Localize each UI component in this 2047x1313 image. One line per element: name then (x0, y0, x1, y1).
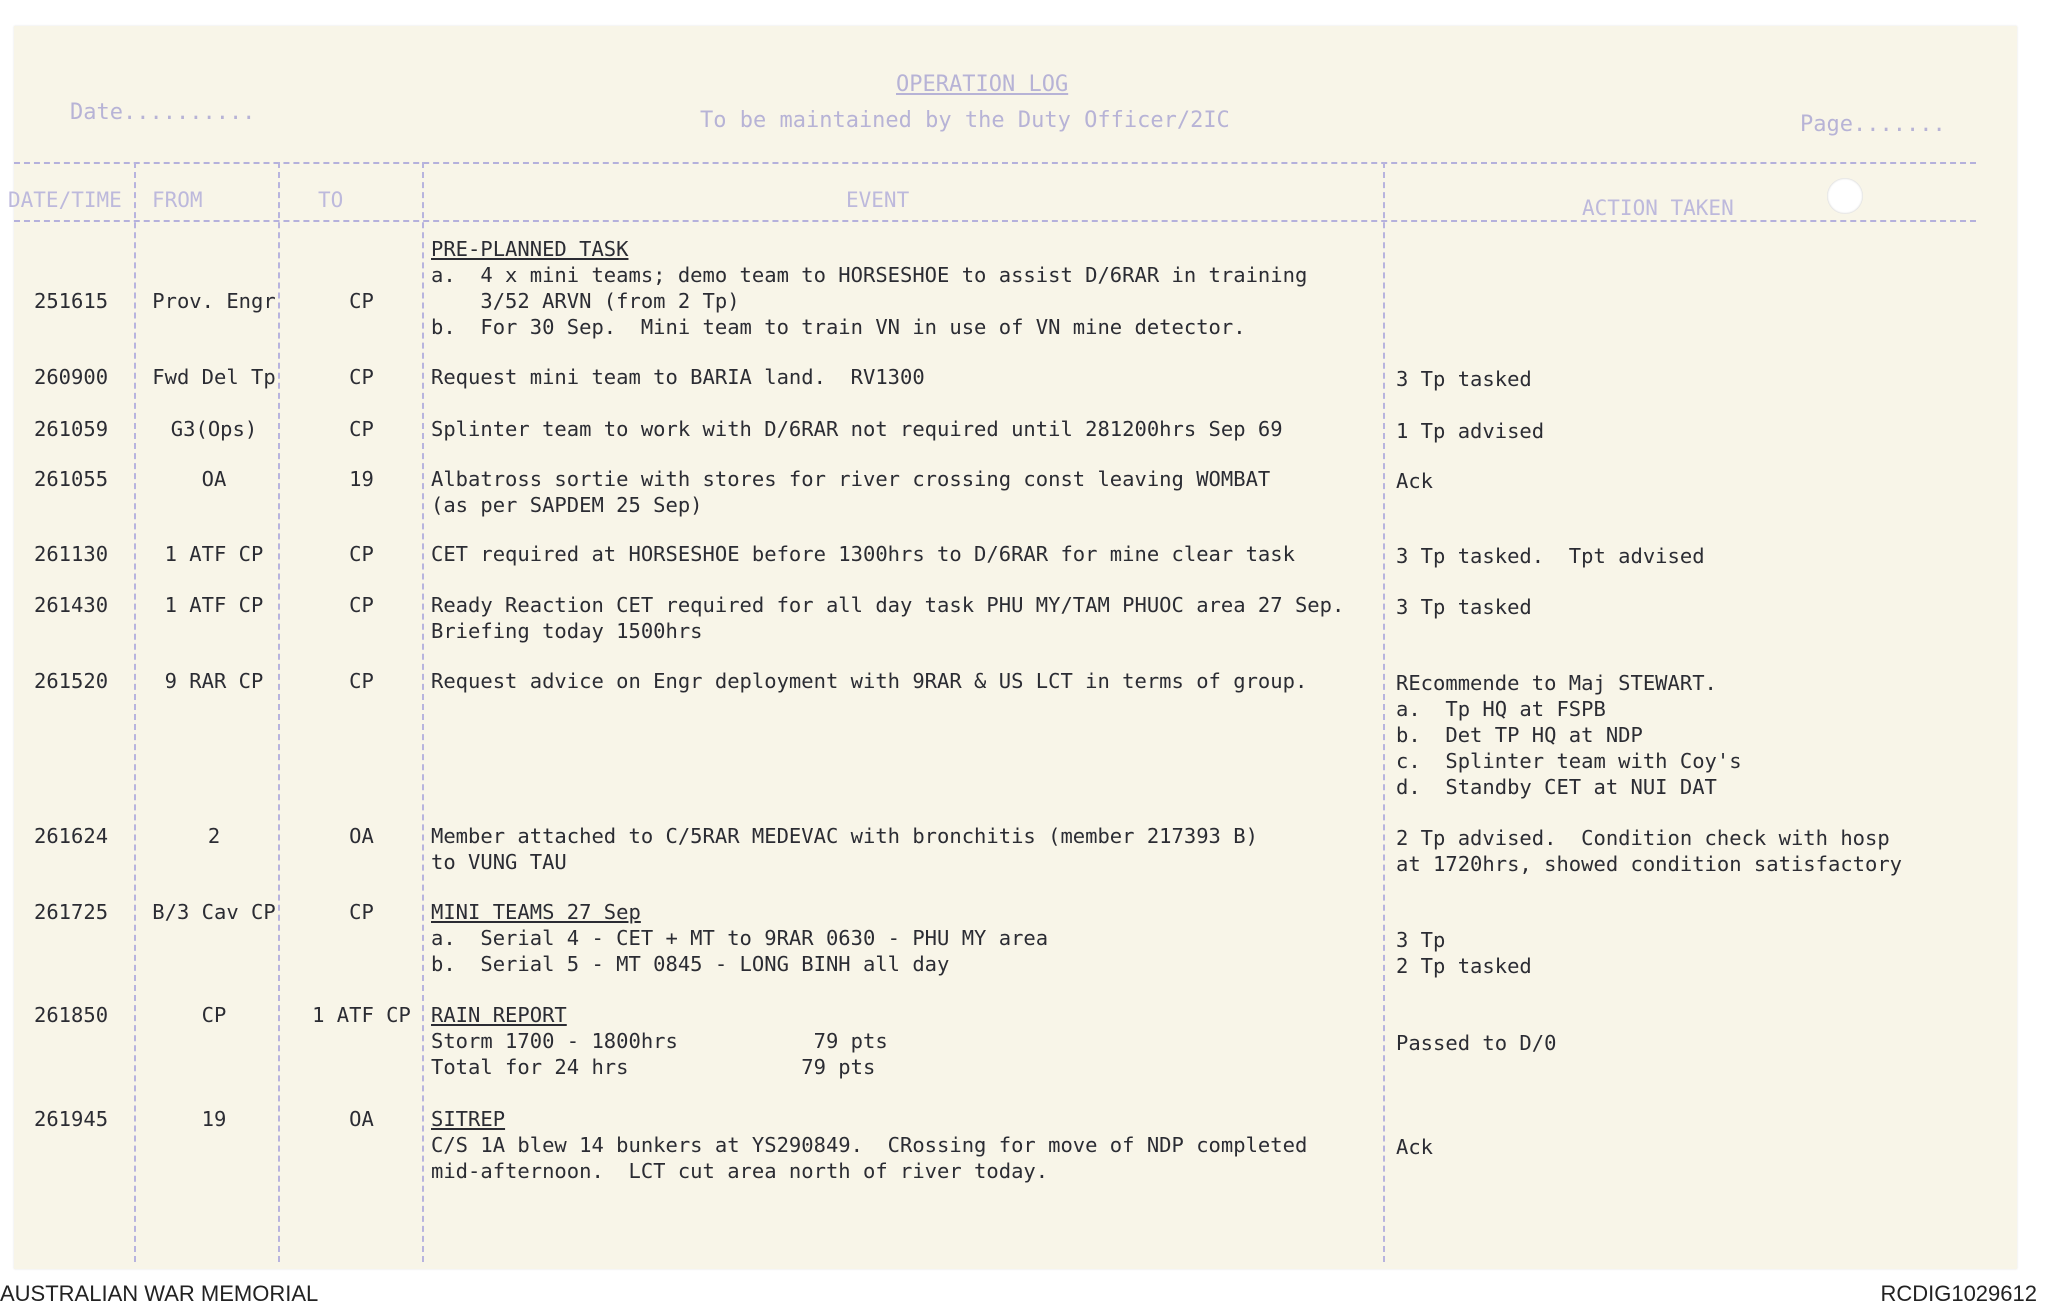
form-title: OPERATION LOG (896, 72, 1069, 97)
entry-from: 1 ATF CP (164, 593, 264, 617)
entry-datetime: 261850 (34, 1003, 109, 1027)
entry-action-line: Passed to D/0 (1396, 1031, 1557, 1055)
entry-event-line: CET required at HORSESHOE before 1300hrs to D/6RAR for mine clear task (431, 542, 1295, 566)
entry-from: 1 ATF CP (164, 542, 264, 566)
entry-from: Prov. Engr (152, 289, 276, 313)
entry-event-line: RAIN REPORT (431, 1003, 567, 1027)
entry-to: CP (349, 417, 374, 441)
entry-action-line: b. Det TP HQ at NDP (1396, 723, 1643, 747)
entry-event-line: Albatross sortie with stores for river crossing const leaving WOMBAT (431, 467, 1271, 491)
entry-action-line: 3 Tp tasked. Tpt advised (1396, 544, 1705, 568)
form-subtitle: To be maintained by the Duty Officer/2IC (700, 108, 1230, 133)
entry-from: OA (201, 467, 227, 491)
entry-action-line: 3 Tp (1396, 928, 1446, 952)
entry-event-line: (as per SAPDEM 25 Sep) (431, 493, 703, 517)
entry-event-line: 3/52 ARVN (from 2 Tp) (431, 289, 740, 313)
entry-from: CP (201, 1003, 227, 1027)
entry-event-line: Request advice on Engr deployment with 9RAR & US LCT in terms of group. (431, 669, 1308, 693)
date-label: Date.......... (70, 100, 256, 125)
entry-event-line: PRE-PLANNED TASK (431, 237, 629, 261)
entry-event-line: a. 4 x mini teams; demo team to HORSESHOE to assist D/6RAR in training (431, 263, 1308, 287)
entry-from: 9 RAR CP (164, 669, 264, 693)
entry-action-line: REcommende to Maj STEWART. (1396, 671, 1717, 695)
entry-datetime: 261624 (34, 824, 109, 848)
entry-datetime: 261130 (34, 542, 109, 566)
entry-action-line: 2 Tp tasked (1396, 954, 1532, 978)
entry-to: CP (349, 900, 374, 924)
entry-event-line: Request mini team to BARIA land. RV1300 (431, 365, 925, 389)
entry-action-line: 2 Tp advised. Condition check with hosp (1396, 826, 1890, 850)
entry-event-line: Storm 1700 - 1800hrs 79 pts (431, 1029, 888, 1053)
header-top-rule (14, 162, 1976, 164)
column-divider (278, 162, 280, 1262)
column-divider (1383, 162, 1385, 1262)
column-header-datetime: DATE/TIME (8, 188, 122, 212)
column-header-to: TO (318, 188, 344, 212)
column-divider (422, 162, 424, 1262)
log-sheet (8, 26, 2017, 1269)
footer-institution: AUSTRALIAN WAR MEMORIAL (0, 1281, 319, 1306)
entry-action-line: d. Standby CET at NUI DAT (1396, 775, 1717, 799)
entry-from: 19 (201, 1107, 227, 1131)
entry-from: 2 (207, 824, 221, 848)
entry-from: G3(Ops) (170, 417, 258, 441)
entry-datetime: 251615 (34, 289, 109, 313)
entry-datetime: 261059 (34, 417, 109, 441)
page-label: Page....... (1800, 112, 1946, 137)
entry-datetime: 261520 (34, 669, 109, 693)
column-divider (134, 162, 136, 1262)
entry-action-line: 3 Tp tasked (1396, 367, 1532, 391)
entry-from: B/3 Cav CP (152, 900, 276, 924)
footer-reference: RCDIG1029612 (1880, 1281, 2037, 1306)
entry-event-line: C/S 1A blew 14 bunkers at YS290849. CRossing for move of NDP completed (431, 1133, 1308, 1157)
entry-event-line: mid-afternoon. LCT cut area north of river today. (431, 1159, 1049, 1183)
entry-datetime: 261055 (34, 467, 109, 491)
entry-action-line: c. Splinter team with Coy's (1396, 749, 1742, 773)
entry-event-line: Splinter team to work with D/6RAR not required until 281200hrs Sep 69 (431, 417, 1283, 441)
entry-from: Fwd Del Tp (152, 365, 276, 389)
header-bottom-rule (14, 220, 1976, 222)
entry-action-line: Ack (1396, 1135, 1434, 1159)
entry-to: CP (349, 593, 374, 617)
entry-action-line: a. Tp HQ at FSPB (1396, 697, 1606, 721)
entry-datetime: 260900 (34, 365, 109, 389)
entry-to: 19 (349, 467, 374, 491)
entry-action-line: 1 Tp advised (1396, 419, 1545, 443)
column-header-from: FROM (152, 188, 203, 212)
punch-hole (1827, 178, 1863, 214)
entry-event-line: Member attached to C/5RAR MEDEVAC with bronchitis (member 217393 B) (431, 824, 1258, 848)
entry-action-line: Ack (1396, 469, 1434, 493)
entry-event-line: b. For 30 Sep. Mini team to train VN in use of VN mine detector. (431, 315, 1246, 339)
entry-datetime: 261945 (34, 1107, 109, 1131)
entry-event-line: Total for 24 hrs 79 pts (431, 1055, 876, 1079)
column-header-action: ACTION TAKEN (1582, 196, 1734, 220)
entry-to: OA (349, 1107, 374, 1131)
entry-to: CP (349, 669, 374, 693)
entry-to: OA (349, 824, 374, 848)
entry-datetime: 261430 (34, 593, 109, 617)
entry-event-line: MINI TEAMS 27 Sep (431, 900, 641, 924)
entry-event-line: to VUNG TAU (431, 850, 567, 874)
entry-to: CP (349, 542, 374, 566)
entry-action-line: 3 Tp tasked (1396, 595, 1532, 619)
entry-event-line: SITREP (431, 1107, 506, 1131)
entry-action-line: at 1720hrs, showed condition satisfactory (1396, 852, 1903, 876)
entry-event-line: a. Serial 4 - CET + MT to 9RAR 0630 - PHU MY area (431, 926, 1049, 950)
entry-event-line: b. Serial 5 - MT 0845 - LONG BINH all day (431, 952, 950, 976)
column-header-event: EVENT (846, 188, 910, 212)
entry-to: CP (349, 365, 374, 389)
entry-datetime: 261725 (34, 900, 109, 924)
entry-event-line: Ready Reaction CET required for all day task PHU MY/TAM PHUOC area 27 Sep. (431, 593, 1345, 617)
entry-event-line: Briefing today 1500hrs (431, 619, 703, 643)
entry-to: 1 ATF CP (312, 1003, 411, 1027)
entry-to: CP (349, 289, 374, 313)
